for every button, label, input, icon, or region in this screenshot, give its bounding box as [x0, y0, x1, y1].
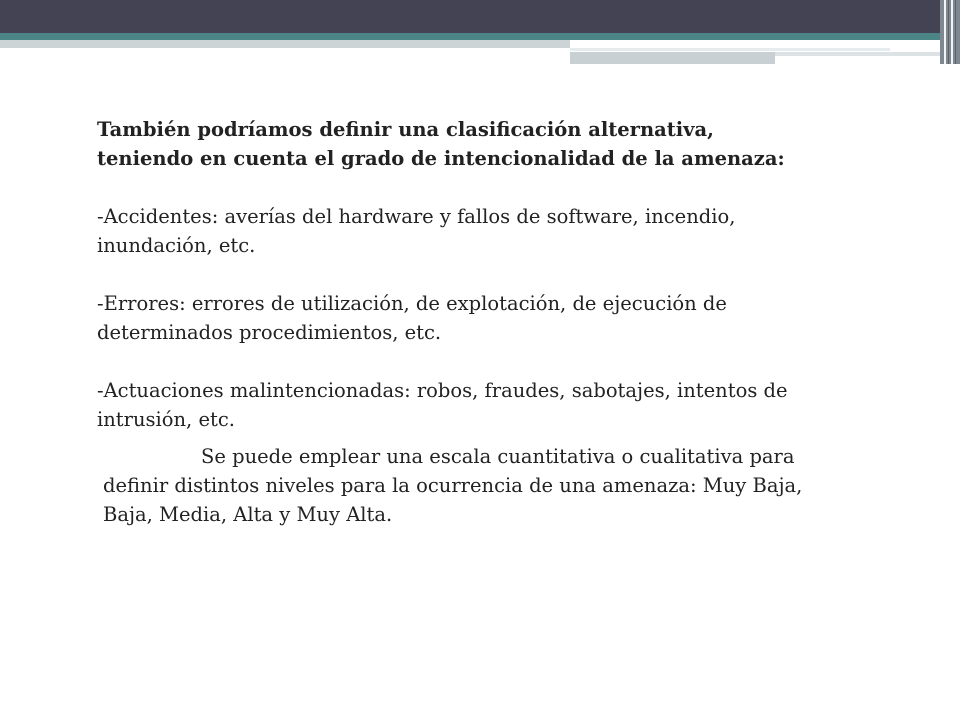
header-edge-stripe: [951, 0, 953, 64]
header-band-grey: [0, 40, 570, 48]
header-band-grey-tertiary: [775, 52, 940, 56]
header-band-dark: [0, 0, 940, 33]
header-edge-stripe: [955, 0, 956, 64]
heading-line: teniendo en cuenta el grado de intencionalidad de la amenaza:: [97, 147, 785, 170]
header-edge-block: [940, 0, 960, 64]
list-item-line: -Errores: errores de utilización, de explotación, de ejecución de: [97, 292, 727, 315]
note-line: Baja, Media, Alta y Muy Alta.: [103, 503, 393, 526]
scale-note: [103, 442, 893, 529]
header-band-teal: [0, 33, 940, 40]
header-edge-stripe: [944, 0, 946, 64]
heading-line: También podríamos definir una clasificación alternativa,: [97, 118, 714, 141]
header-accent-line: [570, 48, 890, 51]
list-item-line: intrusión, etc.: [97, 408, 235, 431]
header-band-grey-secondary: [570, 52, 775, 64]
slide-body: [97, 115, 877, 434]
header-edge-stripe: [948, 0, 949, 64]
note-line: Se puede emplear una escala cuantitativa o cualitativa para: [201, 445, 795, 468]
list-item-line: -Actuaciones malintencionadas: robos, fraudes, sabotajes, intentos de: [97, 379, 788, 402]
list-item-line: inundación, etc.: [97, 234, 256, 257]
note-line: definir distintos niveles para la ocurrencia de una amenaza: Muy Baja,: [103, 474, 803, 497]
list-item-line: -Accidentes: averías del hardware y fallos de software, incendio,: [97, 205, 736, 228]
list-item-line: determinados procedimientos, etc.: [97, 321, 442, 344]
